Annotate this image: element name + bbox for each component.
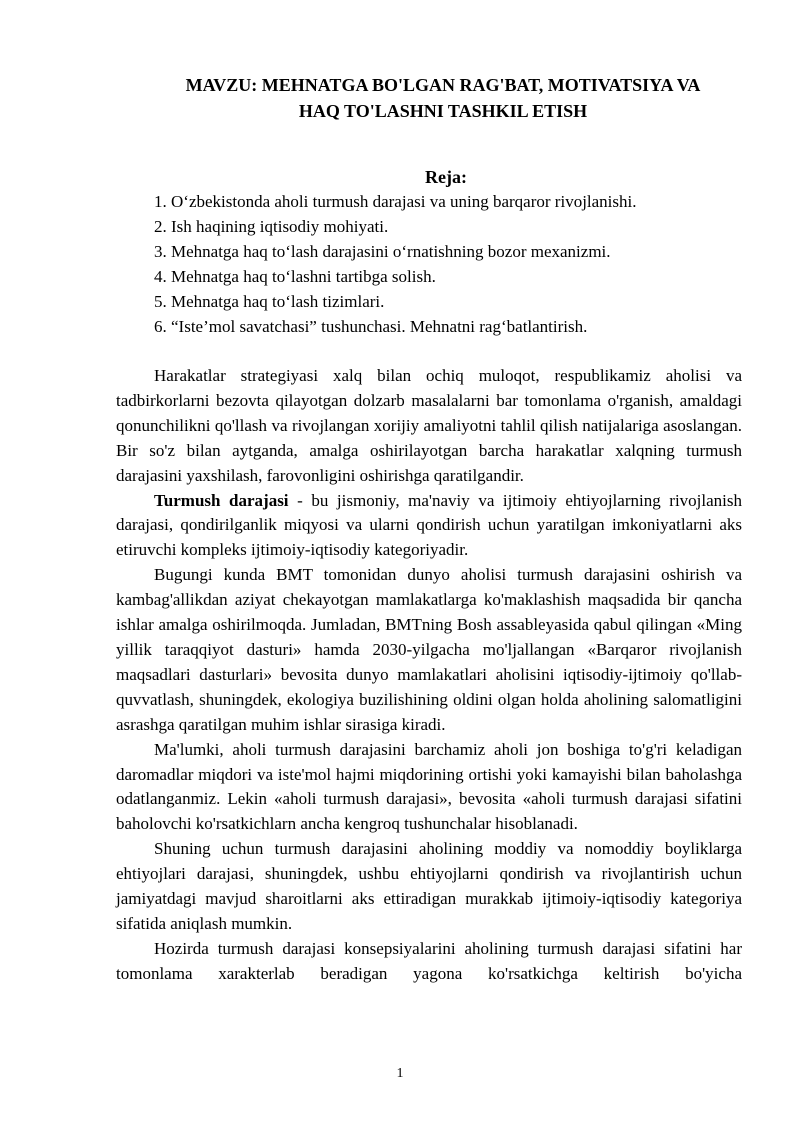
title-line-1: MAVZU: MEHNATGA BO'LGAN RAG'BAT, MOTIVATSIYA VA — [185, 75, 701, 95]
plan-item: 6. “Iste’mol savatchasi” tushunchasi. Mehnatni rag‘batlantirish. — [154, 317, 588, 336]
document-page — [116, 72, 742, 987]
plan-list — [116, 189, 742, 339]
paragraph-definition — [116, 489, 742, 564]
title-line-2: HAQ TO'LASHNI TASHKIL ETISH — [298, 101, 588, 121]
page-number: 1 — [396, 1066, 404, 1081]
paragraph: Bugungi kunda BMT tomonidan dunyo aholisi turmush darajasini oshirish va kambag'allikdan aziyat chekayotgan mamlakatlarga ko'maklashish maqsadida bir qancha ishlar amalga oshirilmoqda. Jumladan, BMTning Bosh assableyasida qabul qilingan «Ming yillik taraqqiyot dasturi» hamda 2030-yilgacha mo'ljallangan «Barqaror rivojlanish maqsadlari dasturlari» bevosita dunyo mamlakatlari aholisini iqtisodiy-ijtimoiy qo'llab-quvvatlash, shuningdek, ekologiya buzilishining oldini olgan holda aholining salomatligini asrashga qaratilgan muhim ishlar sirasiga kiradi. — [116, 565, 742, 734]
plan-item: 5. Mehnatga haq to‘lash tizimlari. — [154, 292, 385, 311]
plan-item: 2. Ish haqining iqtisodiy mohiyati. — [154, 217, 389, 236]
paragraph: Harakatlar strategiyasi xalq bilan ochiq muloqot, respublikamiz aholisi va tadbirkorlarni bezovta qilayotgan dolzarb masalalarni bar tomonlama o'rganish, amaldagi qonunchilikni qo'llash va rivojlangan xorijiy amaliyotni tahlil qilish natijalariga asoslangan. Bir so'z bilan aytganda, amalga oshirilayotgan barcha harakatlar xalqning turmush darajasini yaxshilash, farovonligini oshirishga qaratilgandir. — [116, 366, 742, 485]
plan-item: 1. O‘zbekistonda aholi turmush darajasi va uning barqaror rivojlanishi. — [154, 192, 637, 211]
defined-term: Turmush darajasi — [154, 490, 289, 510]
paragraph: Ma'lumki, aholi turmush darajasini barchamiz aholi jon boshiga to'g'ri keladigan daromadlar miqdori va iste'mol hajmi miqdorining ortishi yoki kamayishi bilan baholashga odatlanganmiz. Lekin «aholi turmush darajasi», bevosita «aholi turmush darajasi sifatini baholovchi ko'rsatkichlarn ancha kengroq tushunchalar hisoblanadi. — [116, 739, 742, 834]
plan-item: 4. Mehnatga haq to‘lashni tartibga solish. — [154, 267, 436, 286]
definition-text: - bu jismoniy, ma'naviy va ijtimoiy ehtiyojlarning rivojlanish darajasi, qondirilganlik miqyosi va ularni qondirish uchun yaratilgan imkoniyatlarni aks etiruvchi kompleks ijtimoiy-iqtisodiy kategoriyadir. — [116, 490, 742, 560]
plan-heading: Reja: — [425, 167, 467, 187]
body-text — [116, 364, 742, 987]
paragraph: Shuning uchun turmush darajasini aholining moddiy va nomoddiy boyliklarga ehtiyojlari darajasi, shuningdek, ushbu ehtiyojlarni qondirish va rivojlantirish uchun jamiyatdagi mavjud sharoitlarni aks ettiradigan murakkab ijtimoiy-iqtisodiy kategoriya sifatida aniqlash mumkin. — [116, 839, 742, 933]
paragraph: Hozirda turmush darajasi konsepsiyalarini aholining turmush darajasi sifatini har tomonlama xarakterlab beradigan yagona ko'rsatkichga keltirish bo'yicha — [116, 938, 742, 983]
plan-item: 3. Mehnatga haq to‘lash darajasini o‘rnatishning bozor mexanizmi. — [154, 242, 611, 261]
document-title — [116, 72, 742, 124]
